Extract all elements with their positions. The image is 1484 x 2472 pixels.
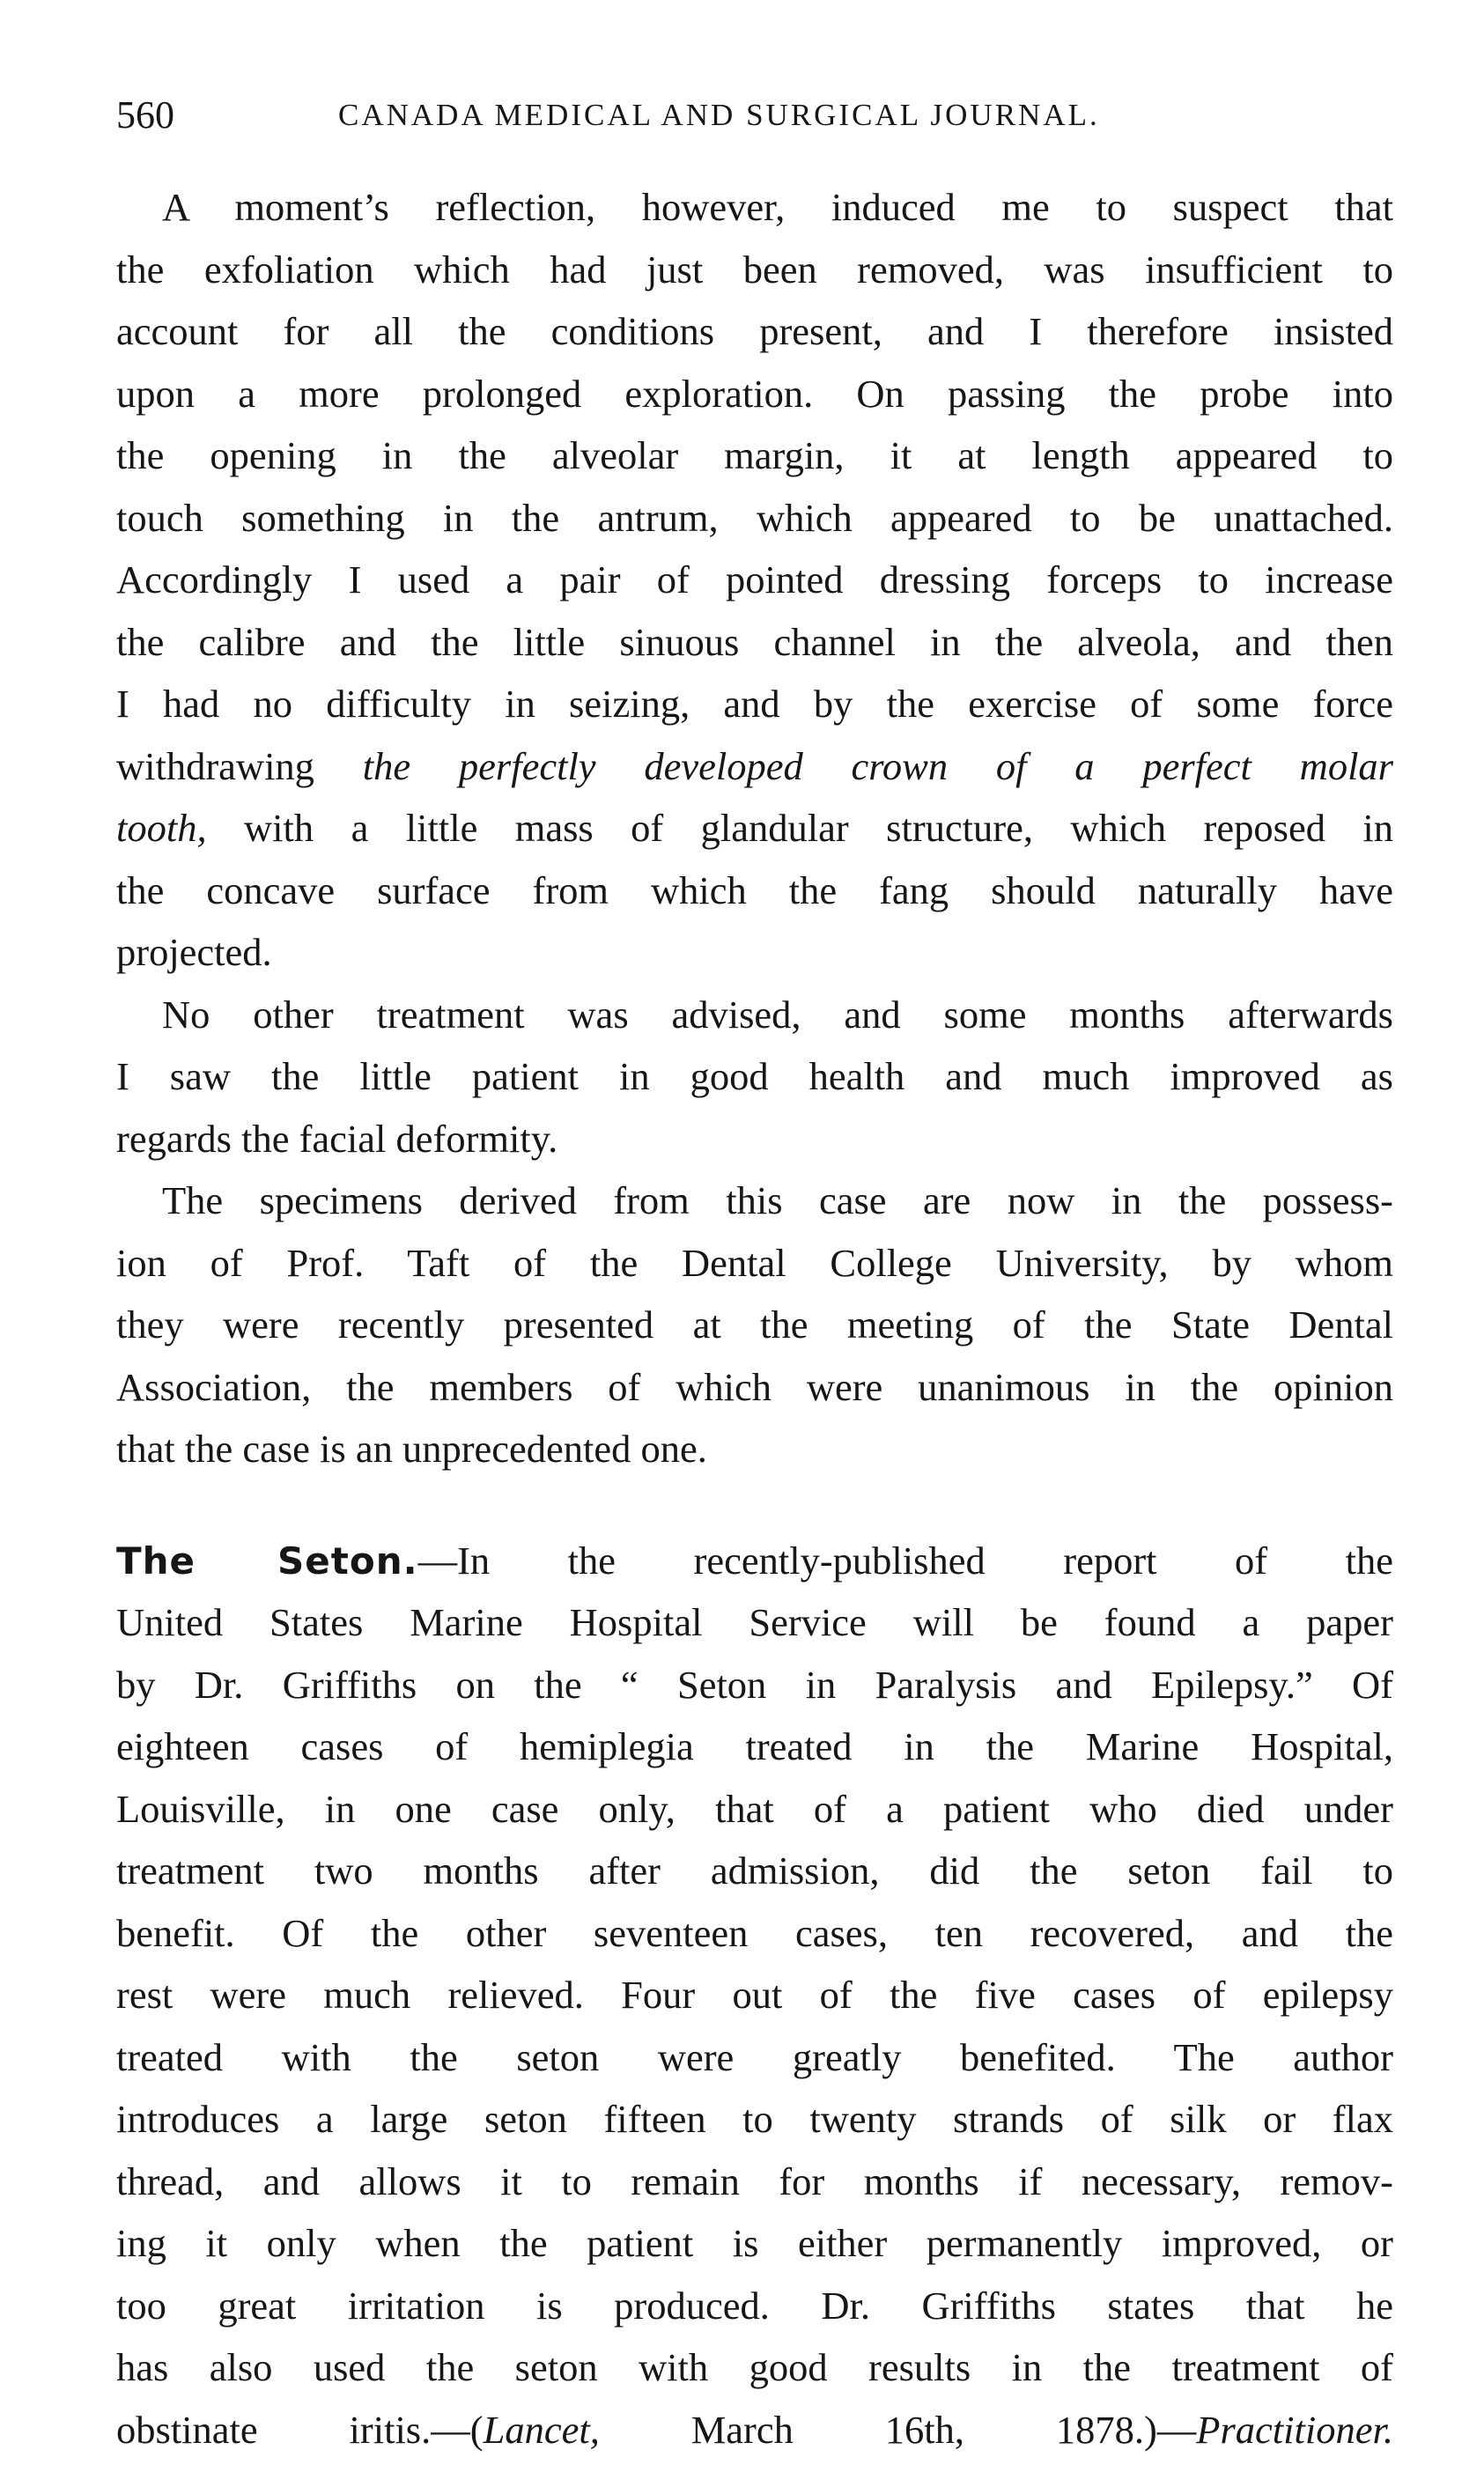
text-line bbox=[116, 735, 1393, 798]
text-line: the exfoliation which had just been removed, was insufficient to bbox=[116, 247, 1393, 291]
text-line: the opening in the alveolar margin, it at length appeared to bbox=[116, 433, 1393, 477]
citation-source-practitioner: Practitioner. bbox=[1196, 2407, 1393, 2452]
italic-text-run: the perfectly developed crown of a perfect molar bbox=[362, 743, 1393, 788]
paragraph-specimens bbox=[116, 1170, 1393, 1480]
text-line: touch something in the antrum, which appeared to be unattached. bbox=[116, 495, 1393, 540]
text-line: Association, the members of which were unanimous in the opinion bbox=[116, 1364, 1393, 1409]
paragraph-outcome bbox=[116, 984, 1393, 1170]
text-line: rest were much relieved. Four out of the five cases of epilepsy bbox=[116, 1973, 1393, 2017]
section-divider-space bbox=[116, 1480, 1393, 1530]
text-line bbox=[116, 2399, 1393, 2461]
text-line: eighteen cases of hemiplegia treated in the Marine Hospital, bbox=[116, 1724, 1393, 1768]
text-line: has also used the seton with good results in the treatment of bbox=[116, 2345, 1393, 2389]
text-line: too great irritation is produced. Dr. Griffiths states that he bbox=[116, 2283, 1393, 2328]
citation-source-lancet: Lancet, bbox=[483, 2407, 600, 2452]
text-line: Accordingly I used a pair of pointed dressing forceps to increase bbox=[116, 557, 1393, 601]
text-line: The specimens derived from this case are now in the possess- bbox=[162, 1178, 1393, 1222]
text-line: I had no difficulty in seizing, and by the exercise of some force bbox=[116, 682, 1393, 726]
text-line: ion of Prof. Taft of the Dental College University, by whom bbox=[116, 1240, 1393, 1285]
text-line: I saw the little patient in good health and much improved as bbox=[116, 1054, 1393, 1098]
text-line: projected. bbox=[116, 930, 272, 974]
section-heading: The Seton. bbox=[116, 1539, 418, 1583]
text-line: thread, and allows it to remain for months if necessary, remov- bbox=[116, 2158, 1393, 2203]
text-line: treated with the seton were greatly benefited. The author bbox=[116, 2034, 1393, 2079]
text-line: benefit. Of the other seventeen cases, ten recovered, and the bbox=[116, 1910, 1393, 1955]
text-line: upon a more prolonged exploration. On passing the probe into bbox=[116, 371, 1393, 416]
text-line: account for all the conditions present, and I therefore insisted bbox=[116, 309, 1393, 353]
text-run: withdrawing bbox=[116, 743, 363, 788]
text-run: obstinate iritis.—( bbox=[116, 2407, 484, 2452]
page-number: 560 bbox=[116, 93, 174, 137]
italic-text-run: tooth, bbox=[116, 806, 207, 850]
text-line: A moment’s reflection, however, induced me to suspect that bbox=[162, 185, 1393, 229]
text-line bbox=[116, 797, 1393, 860]
paragraph-antrum-exploration bbox=[116, 176, 1393, 984]
text-line: by Dr. Griffiths on the “ Seton in Paralysis and Epilepsy.” Of bbox=[116, 1662, 1393, 1707]
text-line: treatment two months after admission, did the seton fail to bbox=[116, 1848, 1393, 1893]
text-line: regards the facial deformity. bbox=[116, 1116, 558, 1161]
text-line: introduces a large seton fifteen to twenty strands of silk or flax bbox=[116, 2097, 1393, 2141]
running-head bbox=[116, 85, 1393, 146]
text-line: No other treatment was advised, and some months afterwards bbox=[162, 992, 1393, 1037]
text-line: ing it only when the patient is either permanently improved, or bbox=[116, 2221, 1393, 2265]
text-run: March 16th, 1878.)— bbox=[599, 2407, 1197, 2452]
text-line: they were recently presented at the meeting of the State Dental bbox=[116, 1302, 1393, 1347]
journal-title: CANADA MEDICAL AND SURGICAL JOURNAL. bbox=[338, 98, 1100, 132]
text-line: the calibre and the little sinuous channel in the alveola, and then bbox=[116, 619, 1393, 664]
text-line: the concave surface from which the fang should naturally have bbox=[116, 867, 1393, 912]
text-line: United States Marine Hospital Service will be found a paper bbox=[116, 1600, 1393, 1644]
text-run: with a little mass of glandular structure, which reposed in bbox=[206, 806, 1393, 850]
text-line: Louisville, in one case only, that of a patient who died under bbox=[116, 1786, 1393, 1831]
text-line bbox=[116, 1530, 1393, 1592]
text-line: that the case is an unprecedented one. bbox=[116, 1427, 707, 1471]
article-body bbox=[116, 176, 1393, 2461]
text-run: —In the recently-published report of the bbox=[417, 1538, 1393, 1583]
section-the-seton bbox=[116, 1530, 1393, 2461]
